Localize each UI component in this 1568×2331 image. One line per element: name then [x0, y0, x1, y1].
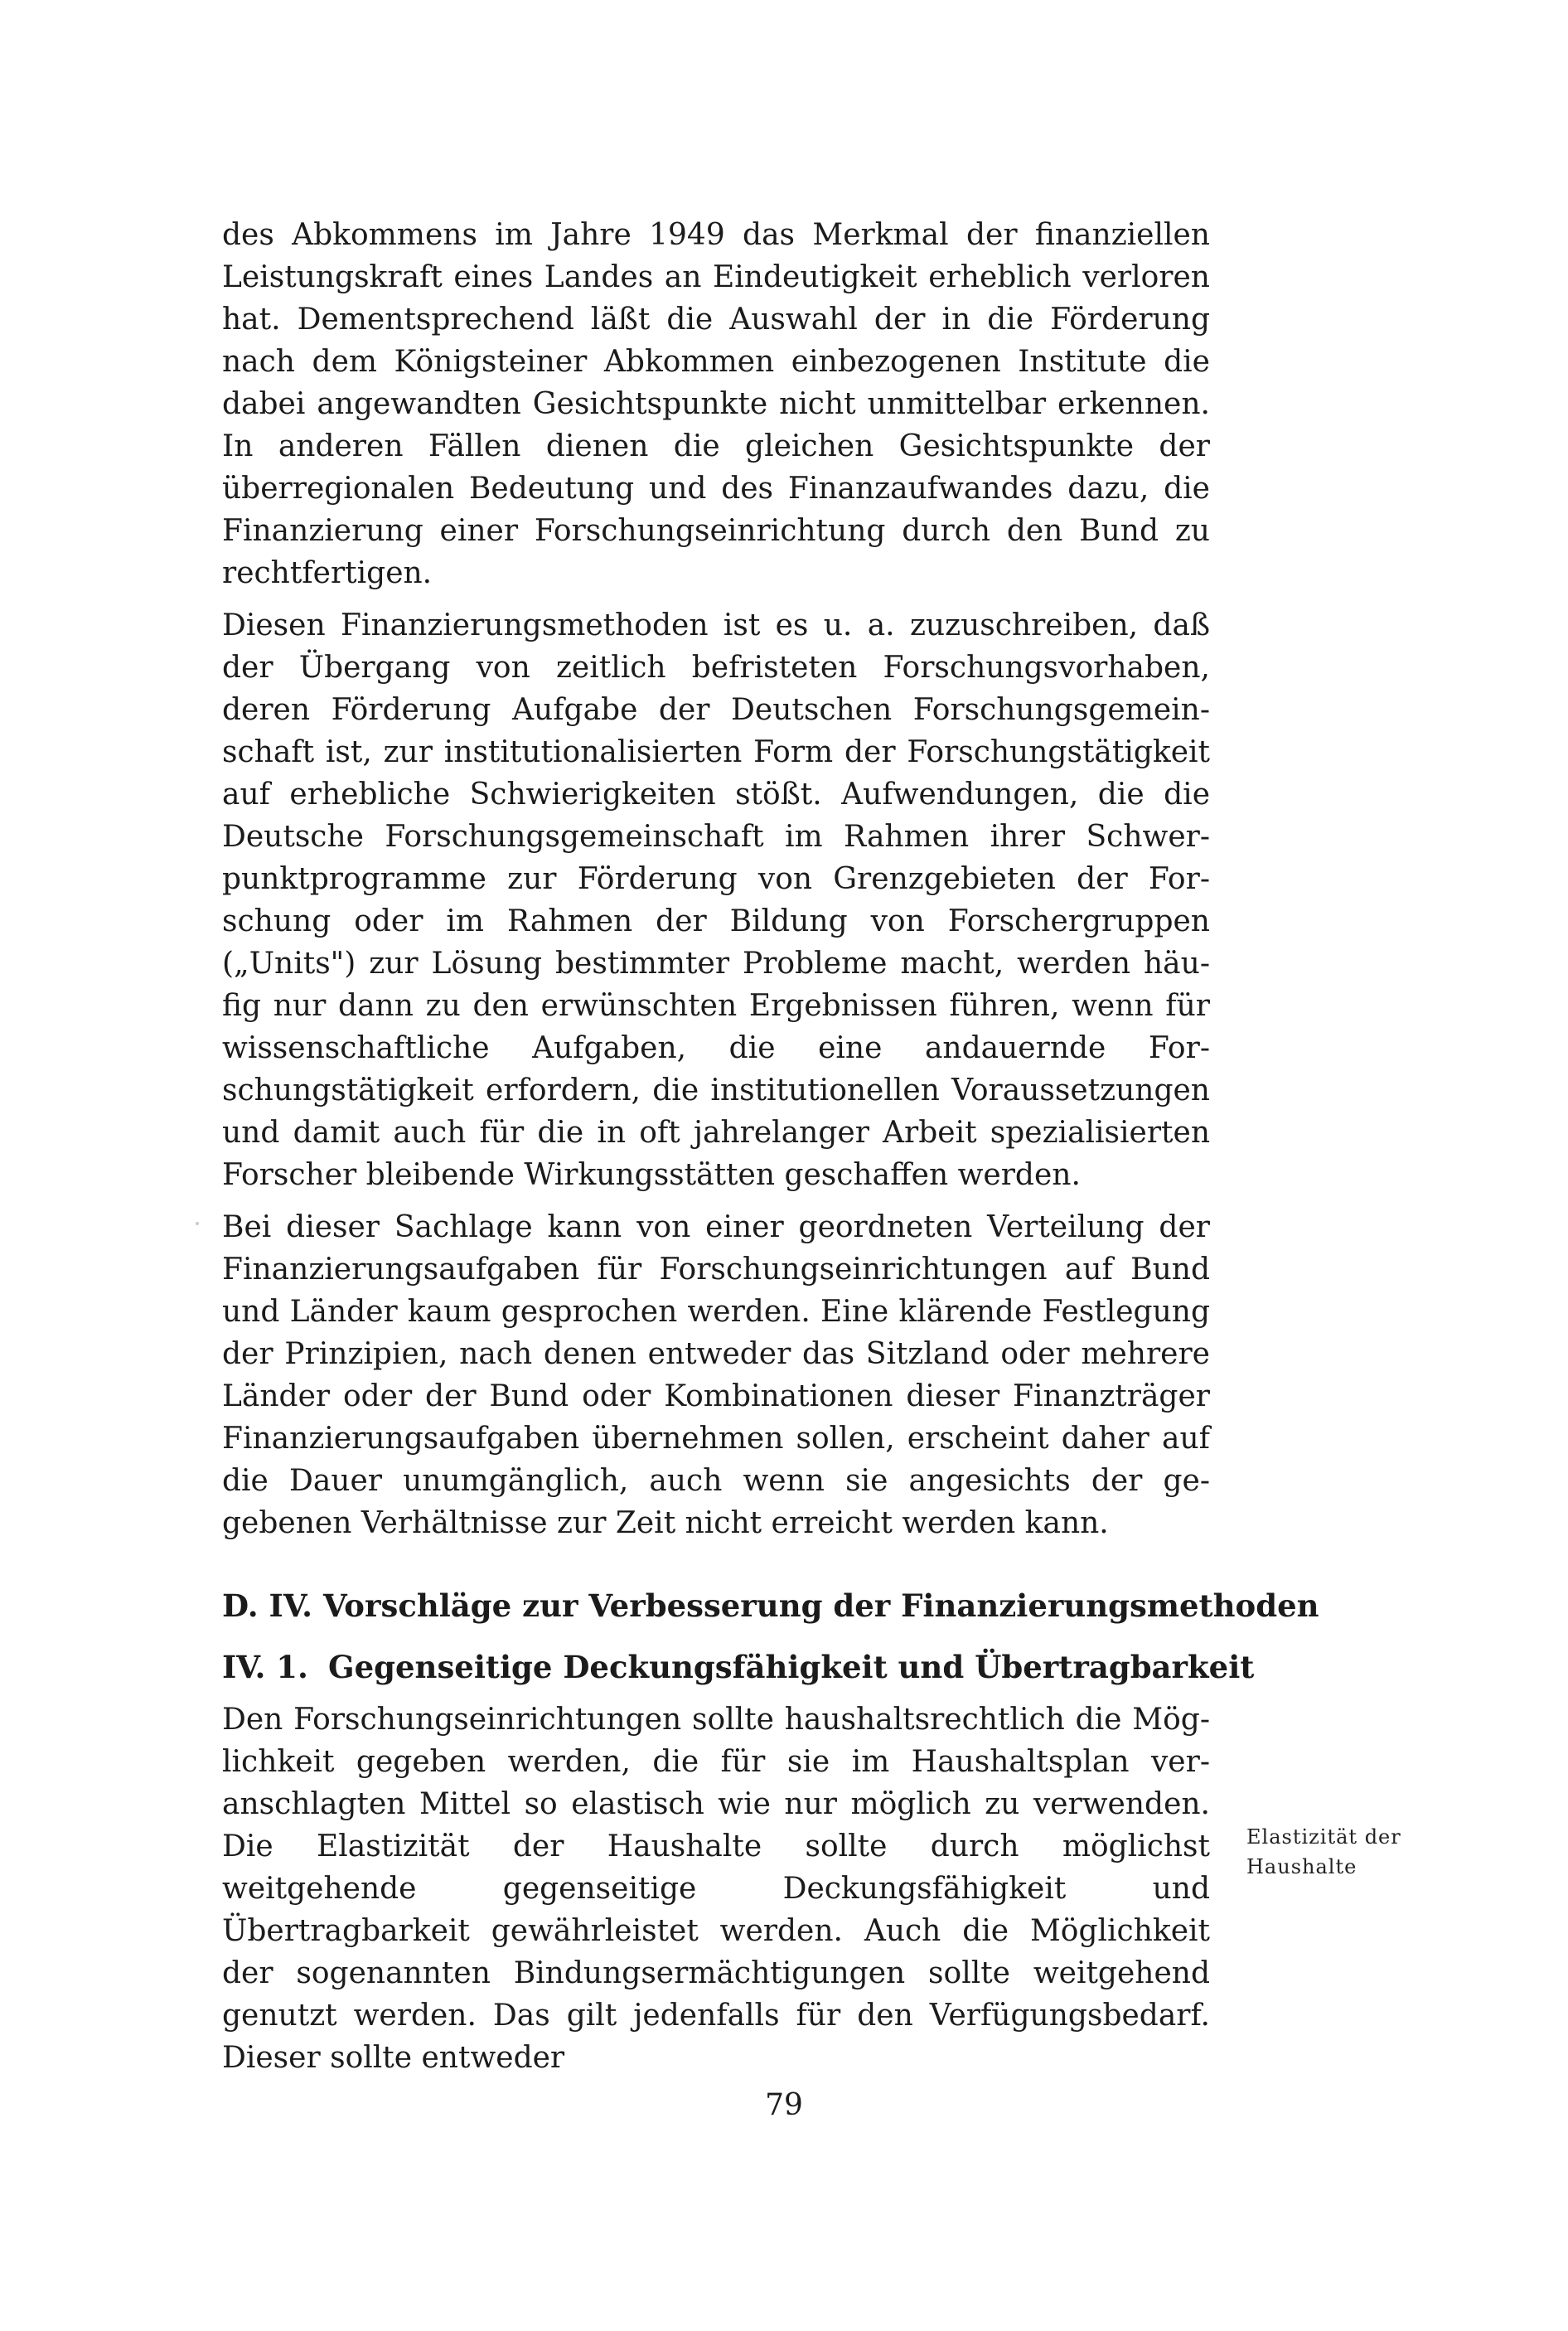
section-number: D. IV. — [222, 1587, 312, 1624]
margin-note-line-1: Elastizität der — [1246, 1825, 1401, 1849]
page-number: 79 — [765, 2088, 803, 2122]
subsection-heading-iv1 — [222, 1645, 1255, 1689]
section-heading-d4 — [222, 1584, 1319, 1627]
paragraph-1: des Abkommens im Jahre 1949 das Merkmal der finanziellen Leistungskraft eines Landes an Eindeutigkeit erheblich verloren hat. Dementsprechend läßt die Auswahl der in die Förderung nach dem Königsteiner Abkommen einbezogenen Institute die dabei angewandten Gesichtspunkte nicht unmittelbar erkennen. In anderen Fällen dienen die gleichen Gesichtspunkte der überregionalen Bedeutung und des Finanzaufwandes dazu, die Finanzierung einer Forschungseinrichtung durch den Bund zu rechtfertigen. — [222, 218, 1210, 590]
paragraph-2: Diesen Finanzierungsmethoden ist es u. a. zuzuschreiben, daß der Übergang von zeitlich befristeten Forschungsvorhaben, deren Förderung Aufgabe der Deutschen Forschungsgemeinschaft ist, zur institutionalisierten Form der Forschungstätigkeit auf erhebliche Schwierigkeiten stößt. Aufwendungen, die die Deutsche Forschungsgemeinschaft im Rahmen ihrer Schwerpunktprogramme zur Förderung von Grenzgebieten der Forschung oder im Rahmen der Bildung von Forschergruppen („Units") zur Lösung bestimmter Probleme macht, werden häufig nur dann zu den erwünschten Ergebnissen führen, wenn für wissenschaftliche Aufgaben, die eine andauernde Forschungstätigkeit erfordern, die institutionellen Voraussetzungen und damit auch für die in oft jahrelanger Arbeit spezialisierten Forscher bleibende Wirkungsstätten geschaffen werden. — [222, 608, 1210, 1192]
margin-speck — [196, 1222, 199, 1225]
margin-note-line-2: Haushalte — [1246, 1855, 1357, 1878]
margin-note — [1246, 1822, 1412, 1882]
subsection-title: Gegenseitige Deckungsfähigkeit und Übertragbarkeit — [328, 1649, 1255, 1685]
paragraph-4: Den Forschungseinrichtungen sollte haushaltsrechtlich die Möglichkeit gegeben werden, die für sie im Haushaltsplan veranschlagten Mittel so elastisch wie nur möglich zu verwenden. Die Elastizität der Haushalte sollte durch möglichst weitgehende gegenseitige Deckungsfähigkeit und Übertragbarkeit gewährleistet werden. Auch die Möglichkeit der sogenannten Bindungsermächtigungen sollte weitgehend genutzt werden. Das gilt jedenfalls für den Verfügungsbedarf. Dieser sollte entweder — [222, 1703, 1210, 2075]
subsection-number: IV. 1. — [222, 1649, 308, 1685]
paragraph-3: Bei dieser Sachlage kann von einer geordneten Verteilung der Finanzierungsaufgaben für Forschungseinrichtungen auf Bund und Länder kaum gesprochen werden. Eine klärende Festlegung der Prinzipien, nach denen entweder das Sitzland oder mehrere Länder oder der Bund oder Kombinationen dieser Finanzträger Finanzierungsaufgaben übernehmen sollen, erscheint daher auf die Dauer unumgänglich, auch wenn sie angesichts der gegebenen Verhältnisse zur Zeit nicht erreicht werden kann. — [222, 1210, 1210, 1540]
main-text-column — [222, 214, 1319, 2079]
section-title: Vorschläge zur Verbesserung der Finanzierungsmethoden — [323, 1587, 1319, 1624]
